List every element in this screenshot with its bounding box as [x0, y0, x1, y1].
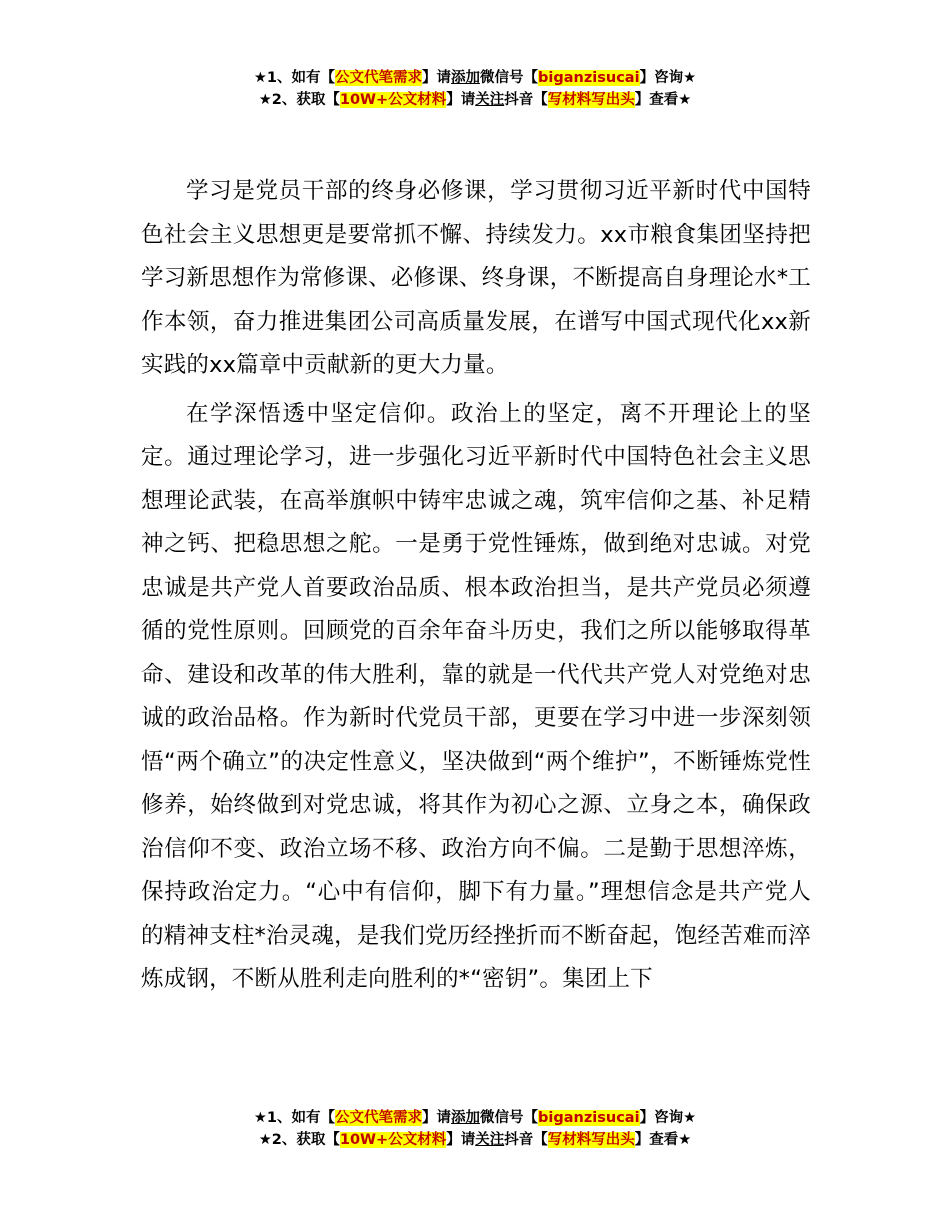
footer-line1-mid1: 】请 — [422, 1110, 452, 1126]
footer-line1-underline: 添加 — [451, 1110, 481, 1126]
footer-line2-prefix: ★2、获取【 — [258, 1132, 340, 1148]
header-line1-highlight-service: 公文代笔需求 — [335, 70, 423, 86]
footer-line1-prefix: ★1、如有【 — [253, 1110, 336, 1126]
header-line2-underline: 关注 — [475, 92, 505, 108]
footer-line2-highlight-materials: 10W+公文材料 — [339, 1132, 447, 1148]
header-line2-prefix: ★2、获取【 — [258, 92, 340, 108]
footer-line2-underline: 关注 — [475, 1132, 505, 1148]
header-line1-mid2: 微信号【 — [480, 70, 539, 86]
footer-line1-suffix: 】咨询★ — [639, 1110, 697, 1126]
footer-banner — [0, 1107, 950, 1151]
paragraph-faith: 在学深悟透中坚定信仰。政治上的坚定，离不开理论上的坚定。通过理论学习，进一步强化习近平新时代中国特色社会主义思想理论武装，在高举旗帜中铸牢忠诚之魂，筑牢信仰之基、补足精神之钙、把稳思想之舵。一是勇于党性锤炼，做到绝对忠诚。对党忠诚是共产党人首要政治品质、根本政治担当，是共产党员必须遵循的党性原则。回顾党的百余年奋斗历史，我们之所以能够取得革命、建设和改革的伟大胜利，靠的就是一代代共产党人对党绝对忠诚的政治品格。作为新时代党员干部，更要在学习中进一步深刻领悟“两个确立”的决定性意义，坚决做到“两个维护”，不断锤炼党性修养，始终做到对党忠诚，将其作为初心之源、立身之本，确保政治信仰不变、政治立场不移、政治方向不偏。二是勤于思想淬炼，保持政治定力。“心中有信仰，脚下有力量。”理想信念是共产党人的精神支柱*治灵魂，是我们党历经挫折而不断奋起，饱经苦难而淬炼成钢，不断从胜利走向胜利的*“密钥”。集团上下 — [141, 400, 811, 992]
header-line2-highlight-douyin: 写材料写出头 — [547, 92, 635, 108]
document-body — [141, 170, 811, 1002]
header-line2-mid2: 抖音【 — [504, 92, 548, 108]
footer-line1-highlight-wechat: biganzisucai — [538, 1110, 640, 1126]
header-line1-suffix: 】咨询★ — [639, 70, 697, 86]
footer-line2-suffix: 】查看★ — [634, 1132, 692, 1148]
header-line2-mid1: 】请 — [446, 92, 476, 108]
footer-line1-highlight-service: 公文代笔需求 — [335, 1110, 423, 1126]
header-banner — [0, 67, 950, 111]
footer-line-1 — [0, 1107, 950, 1129]
header-line1-mid1: 】请 — [422, 70, 452, 86]
header-line1-underline: 添加 — [451, 70, 481, 86]
footer-line1-mid2: 微信号【 — [480, 1110, 539, 1126]
header-line2-highlight-materials: 10W+公文材料 — [339, 92, 447, 108]
header-line1-prefix: ★1、如有【 — [253, 70, 336, 86]
header-line2-suffix: 】查看★ — [634, 92, 692, 108]
footer-line2-mid2: 抖音【 — [504, 1132, 548, 1148]
paragraph-intro: 学习是党员干部的终身必修课，学习贯彻习近平新时代中国特色社会主义思想更是要常抓不懈、持续发力。xx市粮食集团坚持把学习新思想作为常修课、必修课、终身课，不断提高自身理论水*工作本领，奋力推进集团公司高质量发展，在谱写中国式现代化xx新实践的xx篇章中贡献新的更大力量。 — [141, 178, 811, 378]
header-line-2 — [0, 89, 950, 111]
footer-line2-highlight-douyin: 写材料写出头 — [547, 1132, 635, 1148]
footer-line-2 — [0, 1129, 950, 1151]
footer-line2-mid1: 】请 — [446, 1132, 476, 1148]
header-line-1 — [0, 67, 950, 89]
header-line1-highlight-wechat: biganzisucai — [538, 70, 640, 86]
